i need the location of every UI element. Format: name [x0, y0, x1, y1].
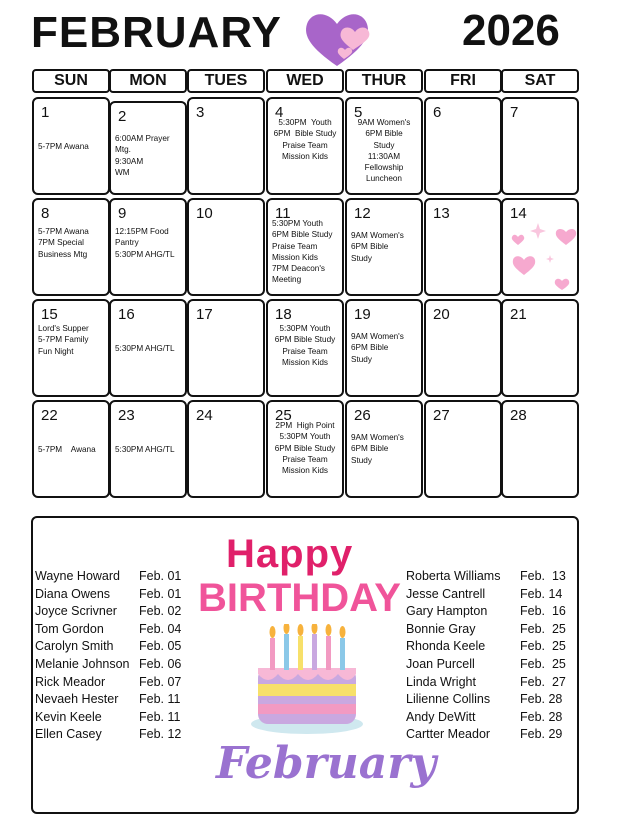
- day-events: 5-7PM Awana: [38, 142, 89, 151]
- birthday-entry: [35, 710, 210, 726]
- day-number: 2: [118, 108, 127, 125]
- weekday-sun: SUN: [32, 69, 110, 93]
- day-events: 12:15PM Food Pantry 5:30PM AHG/TL: [115, 227, 175, 259]
- birthday-cake-icon: [248, 624, 366, 736]
- weekday-wed: WED: [266, 69, 344, 93]
- day-number: 8: [41, 205, 50, 222]
- birthday-name: Tom Gordon: [35, 621, 104, 636]
- day-cell[interactable]: [501, 400, 579, 498]
- day-events: 5:30PM Youth 6PM Bible Study Praise Team Mission Kids: [273, 118, 337, 161]
- birthday-date: Feb. 06: [139, 657, 182, 671]
- day-number: 16: [118, 306, 135, 323]
- birthday-name: Rhonda Keele: [406, 639, 486, 654]
- day-events: 5:30PM AHG/TL: [115, 344, 175, 353]
- birthday-name: Joan Purcell: [406, 657, 475, 671]
- birthday-date: Feb. 28: [520, 709, 563, 724]
- day-cell[interactable]: [266, 198, 344, 296]
- day-number: 27: [433, 407, 450, 424]
- day-number: 24: [196, 407, 213, 424]
- day-number: 12: [354, 205, 371, 222]
- day-cell[interactable]: [266, 97, 344, 195]
- day-number: 17: [196, 306, 213, 323]
- day-number: 1: [41, 104, 50, 121]
- birthday-name: Roberta Williams: [406, 569, 501, 583]
- day-cell[interactable]: [187, 97, 265, 195]
- day-events: 5-7PM Awana 7PM Special Business Mtg: [38, 227, 89, 259]
- birthday-name: Joyce Scrivner: [35, 604, 117, 619]
- birthday-name: Gary Hampton: [406, 604, 488, 619]
- day-cell[interactable]: [345, 299, 423, 397]
- day-cell[interactable]: [109, 198, 187, 296]
- day-number: 11: [275, 205, 291, 222]
- day-number: 7: [510, 104, 519, 121]
- weekday-mon: MON: [109, 69, 187, 93]
- birthday-entry: [406, 587, 581, 603]
- birthday-date: Feb. 25: [520, 657, 566, 671]
- day-number: 3: [196, 104, 205, 121]
- day-events: 5:30PM Youth 6PM Bible Study Praise Team Mission Kids: [274, 324, 336, 367]
- day-number: 28: [510, 407, 527, 424]
- birthday-entry: [406, 657, 581, 673]
- day-number: 6: [433, 104, 442, 121]
- birthday-date: Feb. 25: [520, 639, 566, 654]
- day-events: 2PM High Point 5:30PM Youth 6PM Bible Study Praise Team Mission Kids: [274, 421, 336, 476]
- day-cell[interactable]: [32, 198, 110, 296]
- day-cell[interactable]: [32, 299, 110, 397]
- day-number: 4: [275, 104, 284, 121]
- birthday-name: Wayne Howard: [35, 569, 120, 583]
- day-number: 22: [41, 407, 58, 424]
- month-title: FEBRUARY: [31, 8, 282, 57]
- day-cell[interactable]: [501, 97, 579, 195]
- birthday-date: Feb. 04: [139, 621, 182, 636]
- day-events: 9AM Women's 6PM Bible Study: [351, 231, 404, 263]
- year-title: 2026: [462, 6, 560, 55]
- day-events: 9AM Women's 6PM Bible Study: [351, 433, 404, 465]
- birthday-entry: [35, 622, 210, 638]
- birthday-entry: [35, 569, 210, 585]
- day-number: 10: [196, 205, 213, 222]
- day-cell[interactable]: [424, 198, 502, 296]
- day-events: 5:30PM Youth 6PM Bible Study Praise Team Mission Kids 7PM Deacon's Meeting: [272, 219, 333, 285]
- birthday-entry: [406, 569, 581, 585]
- day-cell[interactable]: [424, 400, 502, 498]
- day-cell[interactable]: [187, 299, 265, 397]
- day-number: 14: [510, 205, 527, 222]
- birthday-date: Feb. 25: [520, 621, 566, 636]
- birthday-name: Jesse Cantrell: [406, 586, 486, 601]
- day-cell[interactable]: [32, 97, 110, 195]
- birthday-name: Nevaeh Hester: [35, 692, 119, 707]
- day-number: 18: [275, 306, 292, 323]
- birthday-name: Ellen Casey: [35, 727, 102, 742]
- birthday-name: Kevin Keele: [35, 709, 102, 724]
- birthday-name: Lilienne Collins: [406, 692, 491, 707]
- birthday-date: Feb. 13: [520, 569, 566, 583]
- birthday-entry: [35, 604, 210, 620]
- birthday-date: Feb. 28: [520, 692, 563, 707]
- birthday-date: Feb. 11: [139, 692, 181, 707]
- birthday-entry: [406, 692, 581, 708]
- birthday-entry: [35, 657, 210, 673]
- february-script: February: [216, 738, 437, 789]
- day-cell[interactable]: [266, 400, 344, 498]
- day-cell[interactable]: [109, 299, 187, 397]
- day-cell[interactable]: [424, 97, 502, 195]
- day-number: 23: [118, 407, 135, 424]
- birthday-date: Feb. 11: [139, 709, 181, 724]
- weekday-tues: TUES: [187, 69, 265, 93]
- day-cell[interactable]: [109, 101, 187, 195]
- day-cell[interactable]: [187, 198, 265, 296]
- day-cell[interactable]: [266, 299, 344, 397]
- day-events: 5:30PM AHG/TL: [115, 445, 175, 454]
- day-number: 15: [41, 306, 58, 323]
- birthday-date: Feb. 01: [139, 569, 182, 583]
- birthday-heading: BIRTHDAY: [198, 576, 401, 620]
- birthday-name: Diana Owens: [35, 586, 111, 601]
- day-number: 13: [433, 205, 450, 222]
- birthday-entry: [35, 675, 210, 691]
- birthday-date: Feb. 14: [520, 586, 563, 601]
- birthday-name: Carolyn Smith: [35, 639, 114, 654]
- day-cell[interactable]: [345, 400, 423, 498]
- day-events: 9AM Women's 6PM Bible Study 11:30AM Fellowship Luncheon: [357, 118, 411, 184]
- birthday-date: Feb. 27: [520, 674, 566, 689]
- day-events: 6:00AM Prayer Mtg. 9:30AM WM: [115, 134, 170, 177]
- hearts-sparkle-icon: [500, 205, 578, 297]
- day-events: 5-7PM Awana: [38, 445, 96, 454]
- birthday-date: Feb. 07: [139, 674, 182, 689]
- day-events: 9AM Women's 6PM Bible Study: [351, 332, 404, 364]
- birthday-name: Rick Meador: [35, 674, 106, 689]
- day-cell[interactable]: [109, 400, 187, 498]
- day-number: 20: [433, 306, 450, 323]
- birthday-name: Cartter Meador: [406, 727, 491, 742]
- birthday-entry: [35, 692, 210, 708]
- day-number: 26: [354, 407, 371, 424]
- day-cell[interactable]: [501, 299, 579, 397]
- birthday-entry: [406, 622, 581, 638]
- weekday-fri: FRI: [424, 69, 502, 93]
- day-cell[interactable]: [32, 400, 110, 498]
- birthday-name: Bonnie Gray: [406, 621, 476, 636]
- weekday-sat: SAT: [501, 69, 579, 93]
- hearts-icon: [303, 10, 371, 68]
- birthday-entry: [406, 639, 581, 655]
- birthday-date: Feb. 02: [139, 604, 182, 619]
- birthday-entry: [35, 587, 210, 603]
- birthday-name: Andy DeWitt: [406, 709, 476, 724]
- day-events: Lord's Supper 5-7PM Family Fun Night: [38, 324, 89, 356]
- day-number: 21: [510, 306, 527, 323]
- birthday-date: Feb. 29: [520, 727, 563, 742]
- birthday-date: Feb. 01: [139, 586, 182, 601]
- day-number: 25: [275, 407, 292, 424]
- day-cell[interactable]: [345, 97, 423, 195]
- happy-heading: Happy: [226, 532, 354, 576]
- birthday-name: Melanie Johnson: [35, 657, 130, 671]
- birthday-date: Feb. 12: [139, 727, 182, 742]
- birthday-date: Feb. 16: [520, 604, 566, 619]
- birthday-entry: [406, 710, 581, 726]
- day-cell[interactable]: [424, 299, 502, 397]
- birthday-date: Feb. 05: [139, 639, 182, 654]
- birthday-name: Linda Wright: [406, 674, 476, 689]
- day-number: 9: [118, 205, 127, 222]
- day-cell[interactable]: [187, 400, 265, 498]
- birthday-entry: [406, 604, 581, 620]
- birthday-entry: [35, 727, 210, 743]
- weekday-thur: THUR: [345, 69, 423, 93]
- birthday-entry: [35, 639, 210, 655]
- day-number: 5: [354, 104, 363, 121]
- birthday-entry: [406, 675, 581, 691]
- day-cell[interactable]: [345, 198, 423, 296]
- day-number: 19: [354, 306, 371, 323]
